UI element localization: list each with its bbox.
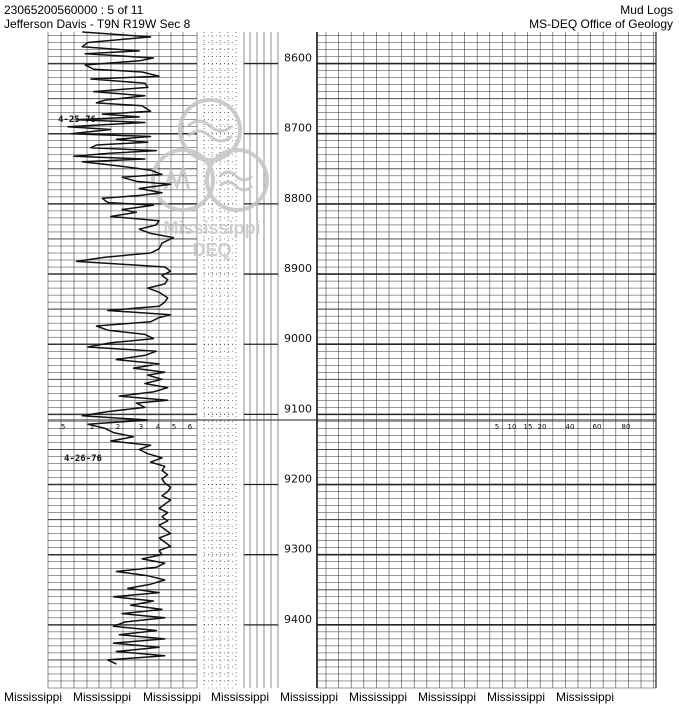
right-scale-label: 10 xyxy=(507,422,517,431)
depth-label: 9000 xyxy=(284,332,312,346)
document-type-label: Mud Logs xyxy=(620,3,673,17)
footer-label: Mississippi xyxy=(349,690,408,704)
footer-label: Mississippi xyxy=(556,690,615,704)
left-scale-label: 6 xyxy=(187,422,193,431)
right-scale-label: 40 xyxy=(565,422,575,431)
footer-label: Mississippi xyxy=(143,690,202,704)
date-note-1: 4-25-76 xyxy=(58,115,96,125)
left-scale-label: .5 xyxy=(58,422,66,431)
footer-label: Mississippi xyxy=(4,690,63,704)
date-note-2: 4-26-76 xyxy=(64,454,102,464)
footer-label: Mississippi xyxy=(487,690,546,704)
left-scale-label: 2 xyxy=(115,422,121,431)
footer-label: Mississippi xyxy=(211,690,270,704)
depth-label: 9100 xyxy=(284,402,312,416)
depth-label: 8700 xyxy=(284,121,312,135)
well-location-label: Jefferson Davis - T9N R19W Sec 8 xyxy=(4,17,191,31)
depth-label: 9300 xyxy=(284,542,312,556)
right-scale-label: 60 xyxy=(592,422,602,431)
depth-labels xyxy=(284,52,312,626)
well-id-page-label: 23065200560000 : 5 of 11 xyxy=(4,3,144,17)
left-scale-label: 4 xyxy=(155,422,161,431)
depth-label: 9200 xyxy=(284,472,312,486)
watermark-text-deq: DEQ xyxy=(192,240,232,260)
footer-label: Mississippi xyxy=(73,690,132,704)
footer-label: Mississippi xyxy=(418,690,477,704)
scale-labels xyxy=(59,423,631,431)
footer-watermark-strip xyxy=(0,690,679,705)
left-scale-label: 5 xyxy=(171,422,177,431)
left-scale-label: 3 xyxy=(138,422,144,431)
right-scale-label: 20 xyxy=(537,422,547,431)
depth-label: 9400 xyxy=(284,612,312,626)
depth-label: 8900 xyxy=(284,262,312,276)
left-scale-label: 1 xyxy=(89,422,95,431)
watermark-text-mississippi: Mississippi xyxy=(163,218,261,238)
footer-label: Mississippi xyxy=(280,690,339,704)
agency-label: MS-DEQ Office of Geology xyxy=(529,17,673,31)
depth-label: 8600 xyxy=(284,51,312,65)
right-scale-label: 80 xyxy=(621,422,631,431)
right-scale-label: 5 xyxy=(494,422,500,431)
depth-label: 8800 xyxy=(284,191,312,205)
right-scale-label: 15 xyxy=(523,422,533,431)
